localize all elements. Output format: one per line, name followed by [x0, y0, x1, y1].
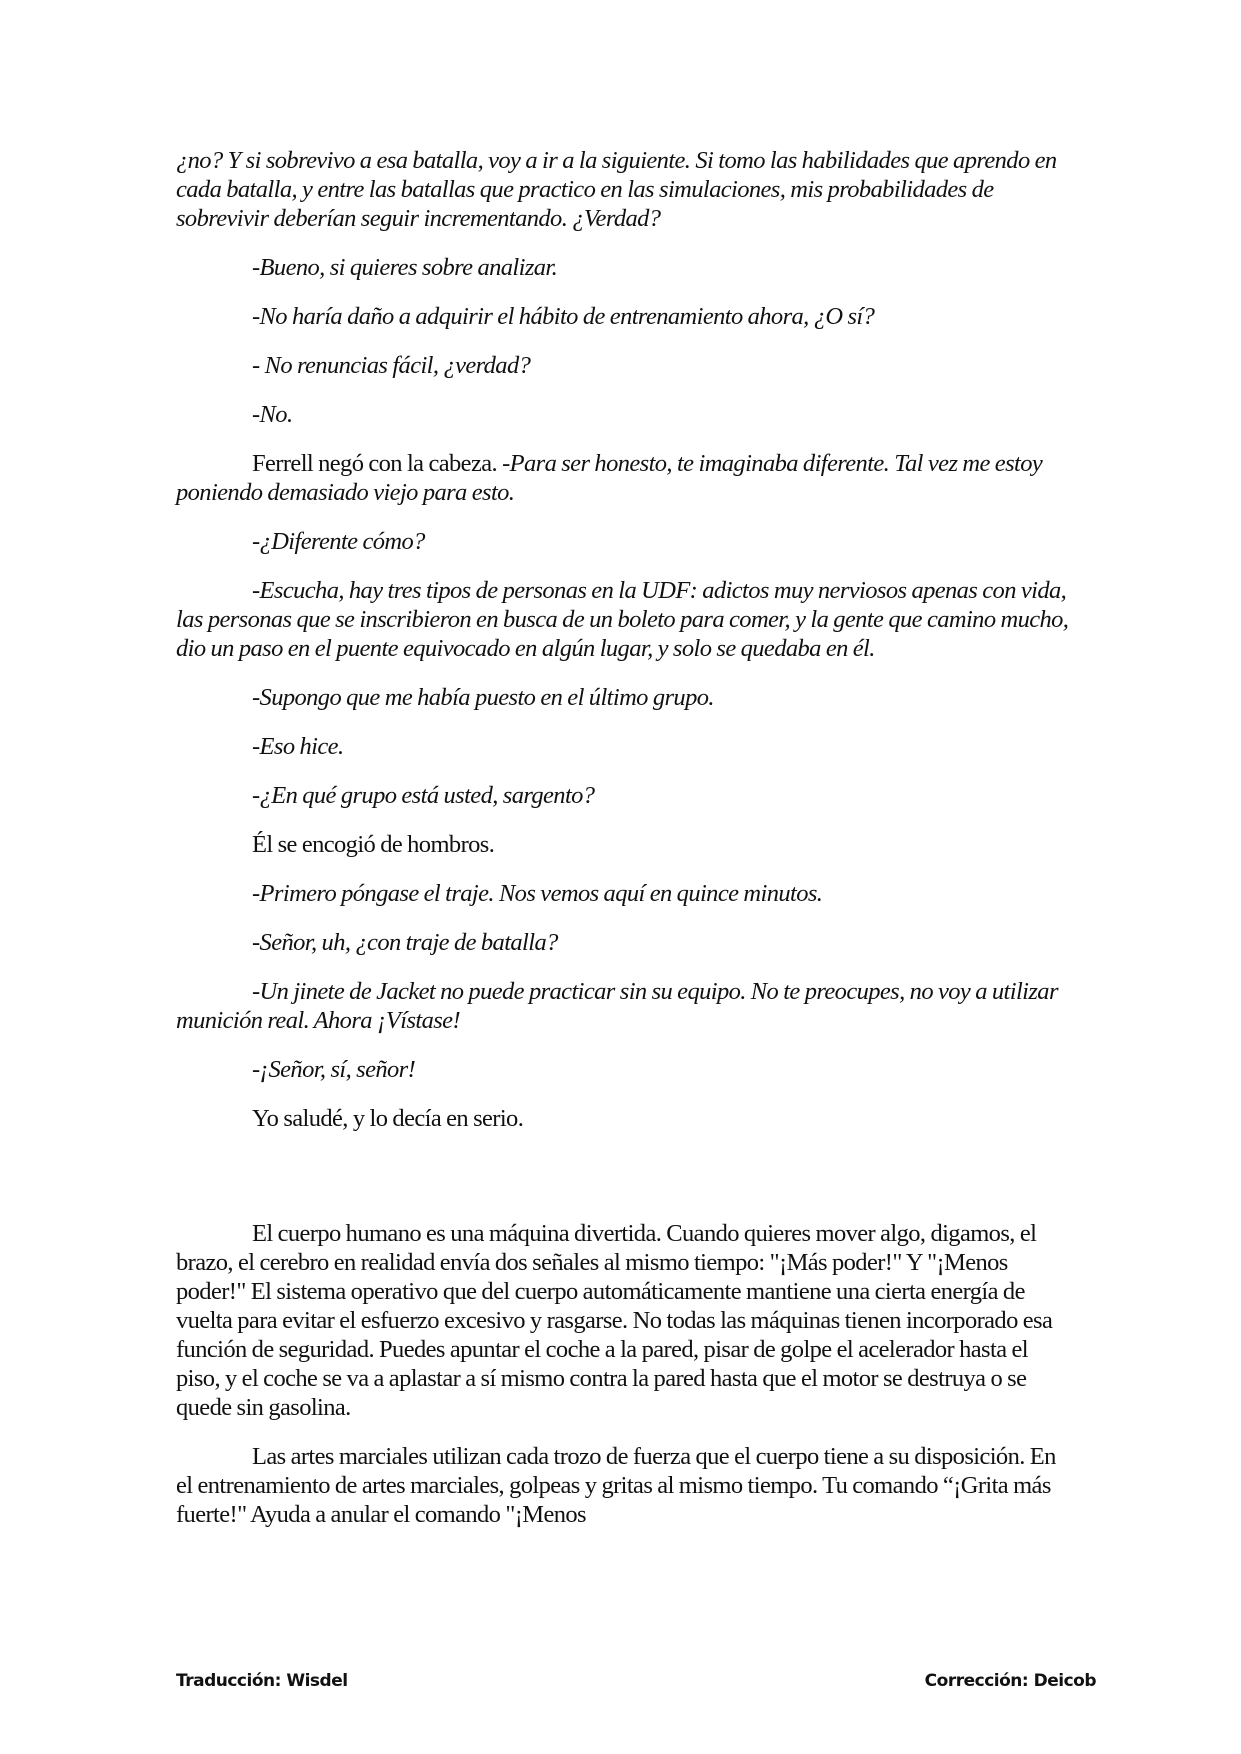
paragraph — [176, 449, 1076, 507]
correction-credit: Corrección: Deicob — [924, 1671, 1096, 1691]
paragraph — [176, 351, 1076, 380]
dialogue-section — [176, 146, 1076, 1133]
paragraph-text: -Eso hice. — [252, 733, 344, 760]
paragraph — [176, 928, 1076, 957]
paragraph — [176, 527, 1076, 556]
paragraph — [176, 1055, 1076, 1084]
paragraph-text: -Supongo que me había puesto en el último grupo. — [252, 684, 714, 711]
paragraph-text: -Primero póngase el traje. Nos vemos aquí en quince minutos. — [252, 880, 823, 907]
paragraph-text: -Señor, uh, ¿con traje de batalla? — [252, 929, 558, 956]
paragraph — [176, 977, 1076, 1035]
paragraph-text: -Un jinete de Jacket no puede practicar sin su equipo. No te preocupes, no voy a utilizar munición real. Ahora ¡Vístase! — [176, 978, 1058, 1034]
paragraph-text: -¿Diferente cómo? — [252, 528, 425, 555]
paragraph-text: -Escucha, hay tres tipos de personas en la UDF: adictos muy nerviosos apenas con vida, las personas que se inscribieron en busca de un boleto para comer, y la gente que camino mucho, dio un paso en el puente equivocado en algún lugar, y solo se quedaba en él. — [176, 577, 1069, 662]
paragraph — [176, 830, 1076, 859]
paragraph-text: -¿En qué grupo está usted, sargento? — [252, 782, 595, 809]
paragraph — [176, 400, 1076, 429]
paragraph — [176, 879, 1076, 908]
paragraph — [176, 1104, 1076, 1133]
paragraph — [176, 1219, 1076, 1422]
paragraph — [176, 253, 1076, 282]
paragraph-text: Las artes marciales utilizan cada trozo de fuerza que el cuerpo tiene a su disposición. En el entrenamiento de artes marciales, golpeas y gritas al mismo tiempo. Tu comando “¡Grita más fuerte!" Ayuda a anular el comando "¡Menos — [176, 1443, 1056, 1528]
document-page — [176, 146, 1076, 1549]
paragraph — [176, 576, 1076, 663]
paragraph — [176, 732, 1076, 761]
paragraph-text: Ferrell negó con la cabeza. — [252, 450, 503, 477]
section-break — [176, 1153, 1076, 1219]
paragraph — [176, 781, 1076, 810]
paragraph-text: ¿no? Y si sobrevivo a esa batalla, voy a ir a la siguiente. Si tomo las habilidades que aprendo en cada batalla, y entre las batallas que practico en las simulaciones, mis probabilidades de sobrevivir deberían seguir incrementando. ¿Verdad? — [176, 147, 1057, 232]
paragraph-text: -Para ser honesto, te imaginaba diferente. Tal vez me estoy poniendo demasiado viejo para esto. — [176, 450, 1043, 506]
paragraph-text: -No haría daño a adquirir el hábito de entrenamiento ahora, ¿O sí? — [252, 303, 875, 330]
narrative-section — [176, 1219, 1076, 1529]
paragraph-text: Él se encogió de hombros. — [252, 831, 495, 858]
paragraph-text: -¡Señor, sí, señor! — [252, 1056, 416, 1083]
paragraph — [176, 146, 1076, 233]
paragraph-text: - No renuncias fácil, ¿verdad? — [252, 352, 531, 379]
paragraph-text: Yo saludé, y lo decía en serio. — [252, 1105, 524, 1132]
paragraph-text: -Bueno, si quieres sobre analizar. — [252, 254, 558, 281]
paragraph-text: -No. — [252, 401, 293, 428]
paragraph — [176, 302, 1076, 331]
translation-credit: Traducción: Wisdel — [176, 1671, 348, 1691]
paragraph — [176, 683, 1076, 712]
paragraph — [176, 1442, 1076, 1529]
page-footer — [176, 1671, 1096, 1691]
paragraph-text: El cuerpo humano es una máquina divertida. Cuando quieres mover algo, digamos, el brazo, el cerebro en realidad envía dos señales al mismo tiempo: "¡Más poder!" Y "¡Menos poder!" El sistema operativo que del cuerpo automáticamente mantiene una cierta energía de vuelta para evitar el esfuerzo excesivo y rasgarse. No todas las máquinas tienen incorporado esa función de seguridad. Puedes apuntar el coche a la pared, pisar de golpe el acelerador hasta el piso, y el coche se va a aplastar a sí mismo contra la pared hasta que el motor se destruya o se quede sin gasolina. — [176, 1220, 1053, 1421]
